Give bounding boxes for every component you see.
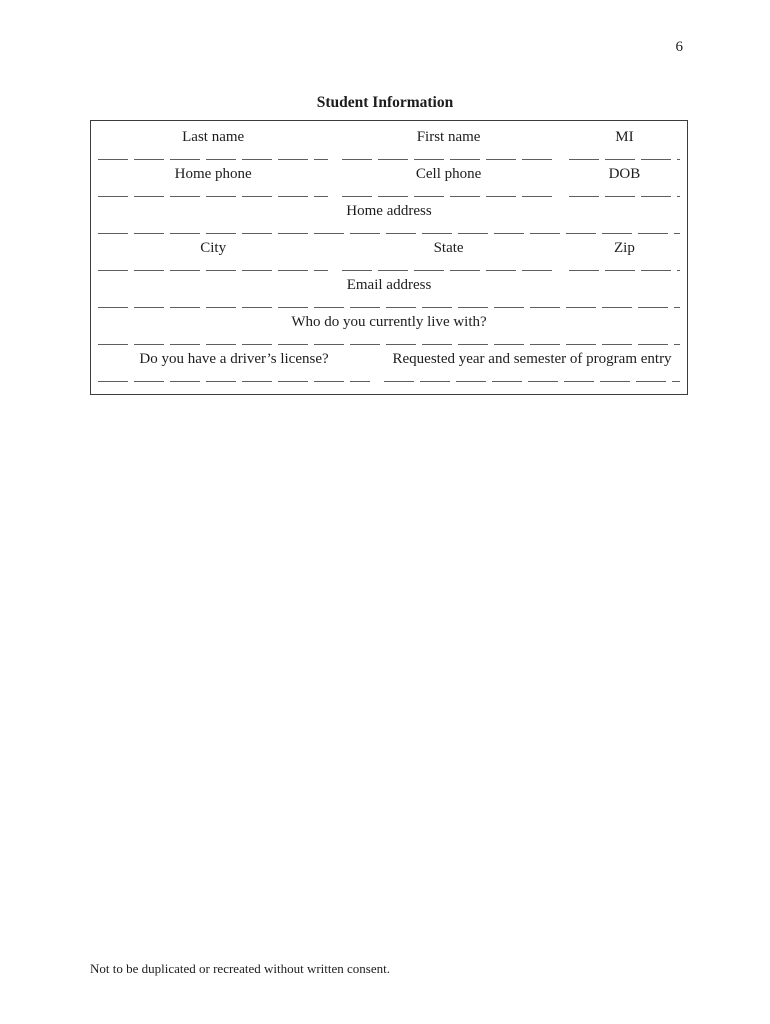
field-label-state: State [433, 240, 464, 256]
city-cell [91, 237, 335, 274]
drivers-license-field-line[interactable] [98, 381, 370, 382]
field-label-mi: MI [615, 129, 634, 145]
form-row-email [91, 274, 687, 311]
cell-phone-field-line[interactable] [342, 196, 554, 197]
form-row-license-entry [91, 348, 687, 385]
cell-phone-cell [335, 163, 561, 200]
first-name-field-line[interactable] [342, 159, 554, 160]
home-address-cell [91, 200, 687, 237]
zip-field-line[interactable] [569, 270, 680, 271]
home-phone-cell [91, 163, 335, 200]
field-label-email: Email address [346, 277, 432, 293]
field-label-drivers-license: Do you have a driver’s license? [139, 351, 329, 367]
email-cell [91, 274, 687, 311]
field-label-dob: DOB [608, 166, 641, 182]
field-label-cell-phone: Cell phone [415, 166, 482, 182]
page-number: 6 [675, 39, 683, 55]
city-field-line[interactable] [98, 270, 328, 271]
form-row-phone [91, 163, 687, 200]
form-row-live-with [91, 311, 687, 348]
program-entry-field-line[interactable] [384, 381, 680, 382]
form-row-name [91, 126, 687, 163]
field-label-home-phone: Home phone [174, 166, 252, 182]
last-name-cell [91, 126, 335, 163]
field-label-live-with: Who do you currently live with? [291, 314, 487, 330]
program-entry-cell [377, 348, 687, 385]
home-phone-field-line[interactable] [98, 196, 328, 197]
home-address-field-line[interactable] [98, 233, 680, 234]
field-label-home-address: Home address [346, 203, 432, 219]
live-with-cell [91, 311, 687, 348]
footer-disclaimer: Not to be duplicated or recreated without written consent. [90, 961, 390, 976]
form-row-home-address [91, 200, 687, 237]
drivers-license-cell [91, 348, 377, 385]
page-title: Student Information [316, 94, 454, 111]
dob-cell [562, 163, 687, 200]
zip-cell [562, 237, 687, 274]
mi-cell [562, 126, 687, 163]
field-label-program-entry: Requested year and semester of program entry [392, 351, 672, 367]
field-label-zip: Zip [613, 240, 635, 256]
live-with-field-line[interactable] [98, 344, 680, 345]
state-field-line[interactable] [342, 270, 554, 271]
last-name-field-line[interactable] [98, 159, 328, 160]
first-name-cell [335, 126, 561, 163]
email-field-line[interactable] [98, 307, 680, 308]
dob-field-line[interactable] [569, 196, 680, 197]
field-label-city: City [200, 240, 227, 256]
state-cell [335, 237, 561, 274]
student-information-form [90, 120, 688, 395]
field-label-last-name: Last name [182, 129, 245, 145]
field-label-first-name: First name [416, 129, 481, 145]
mi-field-line[interactable] [569, 159, 680, 160]
form-row-city-state-zip [91, 237, 687, 274]
